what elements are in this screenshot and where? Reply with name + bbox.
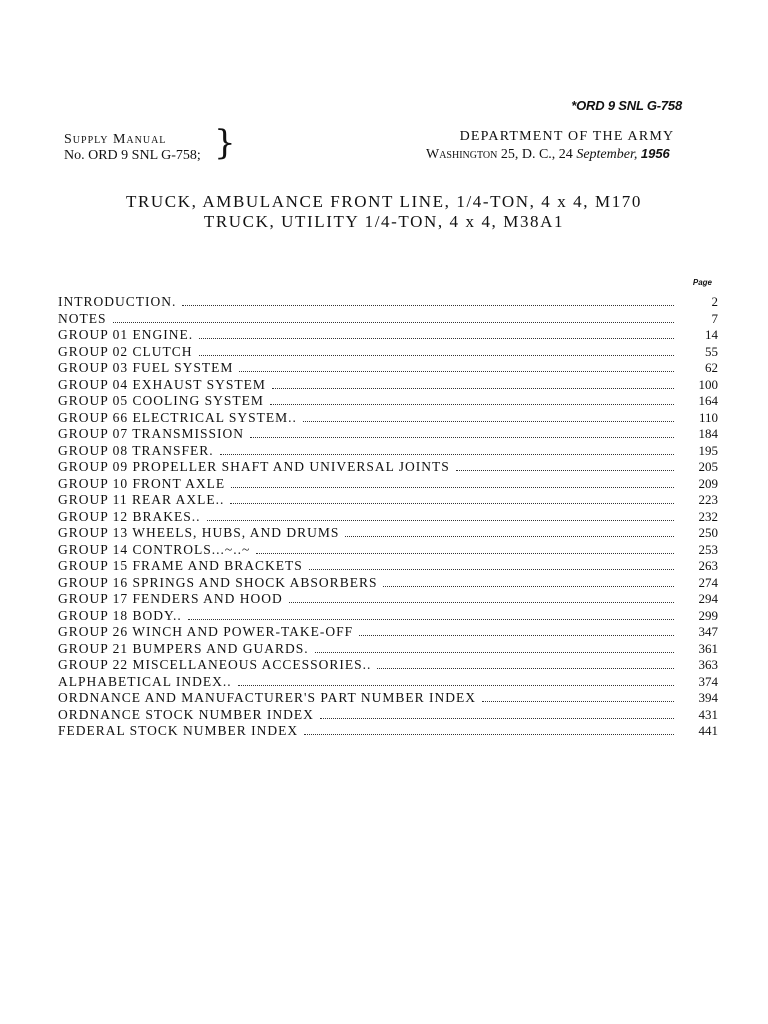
toc-entry — [58, 624, 718, 641]
toc-entry-page: 164 — [698, 393, 718, 408]
toc-entry-label: GROUP 08 TRANSFER. — [58, 442, 214, 458]
toc-entry-label: GROUP 14 CONTROLS...~..~ — [58, 541, 251, 557]
toc-entry-label: NOTES — [58, 310, 107, 326]
toc-entry-label: GROUP 04 EXHAUST SYSTEM — [58, 376, 266, 392]
toc-entry — [58, 294, 718, 311]
toc-entry-page: 250 — [698, 525, 718, 540]
toc-dot-leader — [456, 469, 674, 471]
toc-dot-leader — [315, 651, 674, 653]
toc-entry-label: ALPHABETICAL INDEX.. — [58, 673, 232, 689]
toc-entry-label: ORDNANCE AND MANUFACTURER'S PART NUMBER INDEX — [58, 690, 477, 705]
toc-entry-label: INTRODUCTION. — [58, 294, 177, 309]
toc-dot-leader — [289, 601, 674, 603]
toc-entry — [58, 459, 718, 476]
toc-entry-label: GROUP 05 COOLING SYSTEM — [58, 393, 264, 408]
publication-year: 1956 — [640, 146, 670, 161]
toc-entry-label: GROUP 16 SPRINGS AND SHOCK ABSORBERS — [58, 574, 378, 590]
toc-entry-page: 184 — [698, 426, 718, 441]
toc-entry-page: 232 — [698, 508, 718, 524]
toc-entry-page: 431 — [698, 706, 718, 722]
toc-entry-label: GROUP 22 MISCELLANEOUS ACCESSORIES.. — [58, 657, 372, 672]
toc-entry-page: 263 — [698, 558, 718, 573]
toc-entry — [58, 525, 718, 542]
toc-entry-page: 7 — [711, 310, 718, 326]
toc-entry — [58, 608, 718, 625]
toc-entry-label: GROUP 03 FUEL SYSTEM — [58, 360, 234, 375]
department-name: DEPARTMENT OF THE ARMY — [459, 129, 675, 144]
toc-entry-page: 361 — [698, 640, 718, 656]
toc-dot-leader — [220, 453, 674, 455]
toc-entry-page: 347 — [698, 624, 718, 639]
toc-entry — [58, 327, 718, 344]
toc-entry-label: GROUP 10 FRONT AXLE — [58, 475, 226, 491]
toc-entry — [58, 377, 718, 394]
toc-dot-leader — [320, 717, 674, 719]
toc-entry — [58, 344, 718, 361]
toc-dot-leader — [256, 552, 674, 554]
toc-entry — [58, 393, 718, 410]
toc-dot-leader — [239, 370, 674, 372]
toc-entry-page: 223 — [698, 492, 718, 507]
supply-manual-number: No. ORD 9 SNL G-758; — [64, 148, 201, 163]
toc-entry-page: 100 — [698, 376, 718, 392]
toc-entry-page: 62 — [705, 360, 718, 375]
toc-dot-leader — [238, 684, 674, 686]
toc-entry — [58, 476, 718, 493]
toc-dot-leader — [113, 321, 675, 323]
toc-entry-label: GROUP 02 CLUTCH — [58, 343, 193, 359]
toc-entry-page: 394 — [698, 690, 718, 705]
toc-entry-label: GROUP 66 ELECTRICAL SYSTEM.. — [58, 409, 297, 425]
toc-dot-leader — [207, 519, 674, 521]
supply-manual-block — [64, 132, 201, 164]
brace-symbol: } — [214, 123, 236, 163]
toc-entry-label: GROUP 11 REAR AXLE.. — [58, 492, 225, 507]
toc-entry-label: GROUP 21 BUMPERS AND GUARDS. — [58, 640, 309, 656]
toc-entry — [58, 641, 718, 658]
toc-entry — [58, 707, 718, 724]
toc-entry — [58, 690, 718, 707]
toc-entry-label: ORDNANCE STOCK NUMBER INDEX — [58, 706, 314, 722]
toc-entry-page: 441 — [698, 723, 718, 738]
page-column-header: Page — [692, 278, 712, 287]
publication-location: Washington 25, D. C., 24 — [426, 147, 573, 162]
toc-entry — [58, 509, 718, 526]
toc-entry — [58, 723, 718, 740]
toc-entry-page: 205 — [698, 459, 718, 474]
department-block — [426, 128, 698, 163]
toc-dot-leader — [270, 403, 674, 405]
toc-entry — [58, 410, 718, 427]
toc-dot-leader — [303, 420, 674, 422]
toc-entry-page: 274 — [698, 574, 718, 590]
table-of-contents — [58, 294, 718, 740]
toc-dot-leader — [345, 535, 674, 537]
toc-dot-leader — [182, 304, 674, 306]
toc-entry — [58, 558, 718, 575]
toc-entry-page: 294 — [698, 591, 718, 606]
toc-entry-page: 209 — [698, 475, 718, 491]
toc-entry — [58, 542, 718, 559]
toc-dot-leader — [272, 387, 674, 389]
toc-dot-leader — [377, 667, 674, 669]
toc-entry-page: 374 — [698, 673, 718, 689]
toc-entry-page: 55 — [705, 343, 718, 359]
toc-entry — [58, 657, 718, 674]
toc-dot-leader — [199, 337, 674, 339]
publication-month: September, — [576, 147, 638, 162]
toc-dot-leader — [199, 354, 674, 356]
toc-entry-label: GROUP 26 WINCH AND POWER-TAKE-OFF — [58, 624, 354, 639]
toc-entry-page: 253 — [698, 541, 718, 557]
toc-entry-label: GROUP 09 PROPELLER SHAFT AND UNIVERSAL JOINTS — [58, 459, 450, 474]
toc-dot-leader — [188, 618, 674, 620]
supply-manual-label: Supply Manual — [64, 132, 167, 147]
toc-entry-label: GROUP 15 FRAME AND BRACKETS — [58, 558, 303, 573]
toc-entry — [58, 311, 718, 328]
toc-entry-page: 14 — [705, 327, 718, 342]
toc-entry-page: 363 — [698, 657, 718, 672]
toc-entry — [58, 443, 718, 460]
toc-entry — [58, 492, 718, 509]
title-line-1: TRUCK, AMBULANCE FRONT LINE, 1/4-TON, 4 x 4, M170 — [125, 192, 642, 211]
publication-location-date — [426, 145, 698, 163]
toc-dot-leader — [309, 568, 674, 570]
toc-entry-label: GROUP 07 TRANSMISSION — [58, 426, 245, 441]
toc-entry — [58, 591, 718, 608]
title-line-2: TRUCK, UTILITY 1/4-TON, 4 x 4, M38A1 — [203, 212, 565, 231]
toc-entry — [58, 426, 718, 443]
toc-entry-label: GROUP 12 BRAKES.. — [58, 508, 201, 524]
toc-entry — [58, 575, 718, 592]
toc-dot-leader — [383, 585, 674, 587]
toc-entry-page: 299 — [698, 607, 718, 623]
toc-entry-label: FEDERAL STOCK NUMBER INDEX — [58, 723, 299, 738]
toc-entry-label: GROUP 01 ENGINE. — [58, 327, 194, 342]
toc-dot-leader — [482, 700, 674, 702]
toc-entry-page: 2 — [711, 294, 718, 309]
toc-entry-label: GROUP 13 WHEELS, HUBS, AND DRUMS — [58, 525, 340, 540]
document-code: *ORD 9 SNL G-758 — [571, 98, 682, 113]
toc-dot-leader — [250, 436, 674, 438]
toc-entry — [58, 360, 718, 377]
toc-dot-leader — [230, 502, 674, 504]
toc-dot-leader — [231, 486, 674, 488]
toc-entry — [58, 674, 718, 691]
toc-dot-leader — [304, 733, 674, 735]
toc-entry-label: GROUP 18 BODY.. — [58, 607, 182, 623]
toc-entry-page: 195 — [698, 442, 718, 458]
toc-entry-page: 110 — [698, 409, 718, 425]
toc-entry-label: GROUP 17 FENDERS AND HOOD — [58, 591, 283, 606]
toc-dot-leader — [359, 634, 674, 636]
